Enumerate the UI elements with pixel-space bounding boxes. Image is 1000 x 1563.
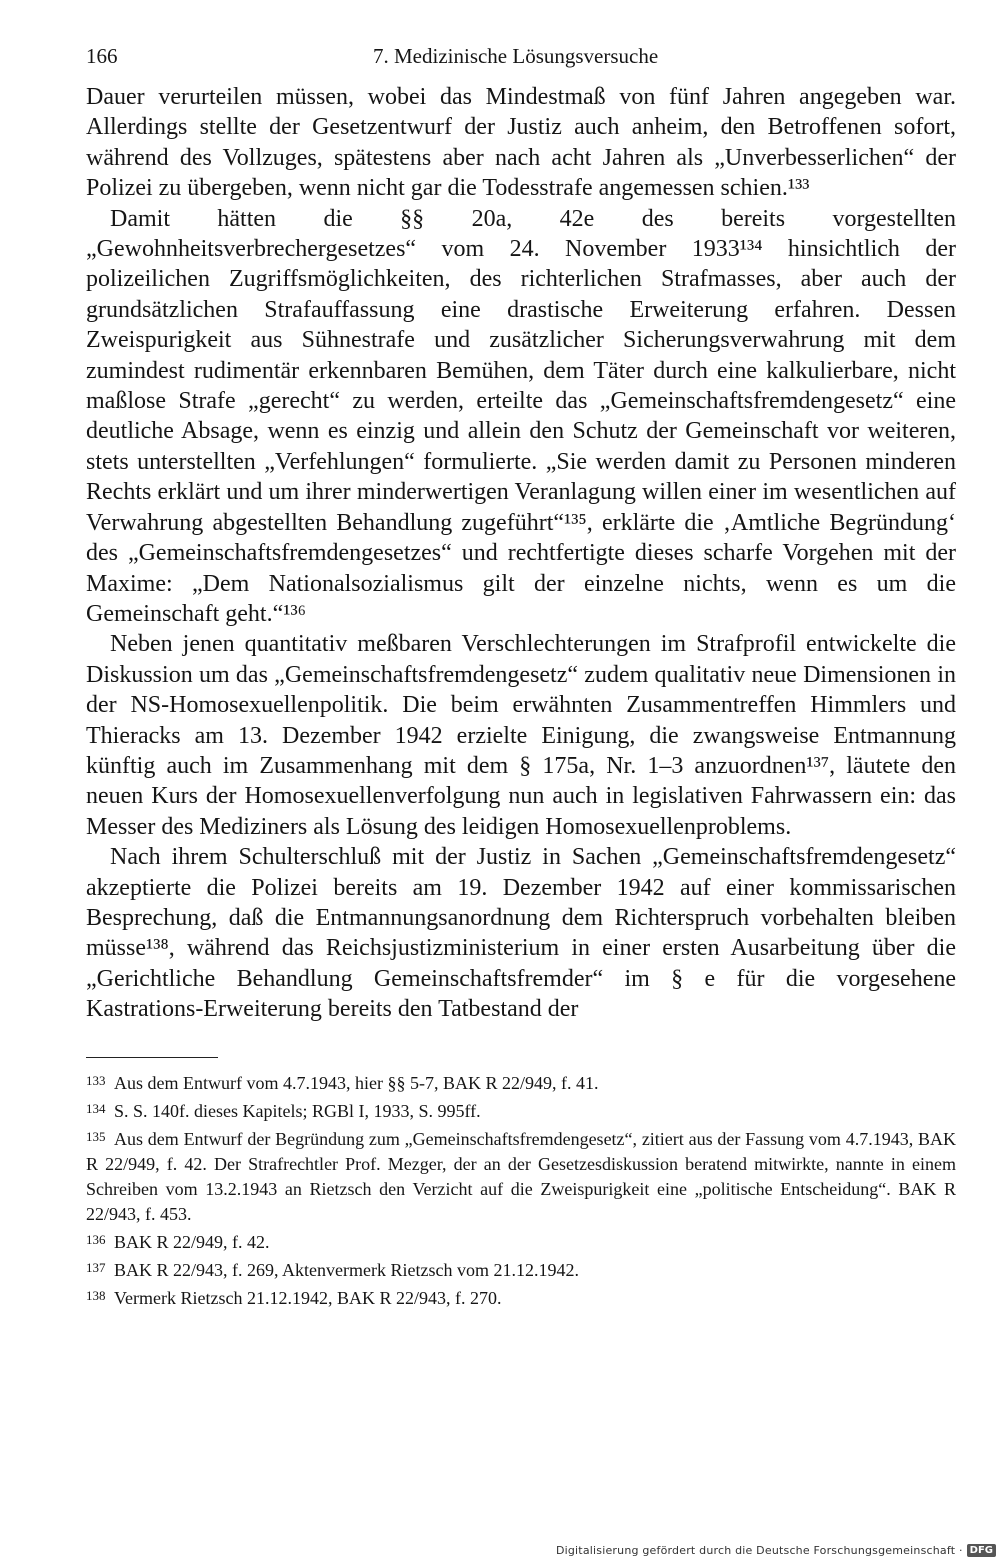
- paragraph: Damit hätten die §§ 20a, 42e des bereits vorgestellten „Gewohnheitsverbrechergesetzes“ vom 24. November 1933¹³⁴ hinsichtlich der polizeilichen Zugriffsmöglichkeiten, des richterlichen Strafmasses, aber auch der grundsätzlichen Strafauffassung eine drastische Erweiterung erfahren. Dessen Zweispurigkeit aus Sühnestrafe und zusätzlicher Sicherungsverwahrung mit dem zumindest rudimentär erkennbaren Bemühen, dem Täter durch eine kalkulierbare, nicht maßlose Strafe „gerecht“ zu werden, erteilte das „Gemeinschaftsfremdengesetz“ eine deutliche Absage, wenn es einzig und allein den Schutz der Gemeinschaft vor weiteren, stets unterstellten „Verfehlungen“ formulierte. „Sie werden damit zu Personen minderen Rechts erklärt und um ihrer minderwertigen Veranlagung willen einer im wesentlichen auf Verwahrung abgestellten Behandlung zugeführt“¹³⁵, erklärte die ‚Amtliche Begründung‘ des „Gemeinschaftsfremdengesetzes“ und rechtfertigte dieses scharfe Vorgehen mit der Maxime: „Dem Nationalsozialismus gilt der einzelne nichts, wenn es um die Gemeinschaft geht.“¹³⁶: [86, 205, 956, 627]
- footnote: [86, 1068, 956, 1096]
- body-text: [86, 82, 956, 1025]
- footnote: [86, 1124, 956, 1227]
- chapter-title: 7. Medizinische Lösungsversuche: [373, 44, 659, 68]
- book-page: [86, 38, 956, 1311]
- footnotes: [86, 1068, 956, 1311]
- footnote-number: 133: [86, 1072, 106, 1088]
- footnote-text: Aus dem Entwurf vom 4.7.1943, hier §§ 5-7, BAK R 22/949, f. 41.: [114, 1072, 599, 1093]
- paragraph: Dauer verurteilen müssen, wobei das Mindestmaß von fünf Jahren angegeben war. Allerdings stellte der Gesetzentwurf der Justiz auch anheim, den Betroffenen sofort, während des Vollzuges, spätestens aber nach acht Jahren als „Unverbesserlichen“ der Polizei zu übergeben, wenn nicht gar die Todesstrafe angemessen schien.¹³³: [86, 84, 956, 202]
- footnote-number: 137: [86, 1259, 106, 1275]
- footnote-number: 134: [86, 1100, 106, 1116]
- footnote-text: S. S. 140f. dieses Kapitels; RGBl I, 1933, S. 995ff.: [114, 1100, 481, 1121]
- footnote: [86, 1255, 956, 1283]
- digitization-footer: [555, 1538, 1000, 1563]
- footnote: [86, 1227, 956, 1255]
- footnote-text: Vermerk Rietzsch 21.12.1942, BAK R 22/943, f. 270.: [114, 1287, 502, 1308]
- footnote-text: BAK R 22/943, f. 269, Aktenvermerk Rietzsch vom 21.12.1942.: [114, 1259, 579, 1280]
- digitization-credit: Digitalisierung gefördert durch die Deutsche Forschungsgemeinschaft ·: [555, 1544, 963, 1557]
- footnote-number: 135: [86, 1128, 106, 1144]
- footnote-number: 136: [86, 1231, 106, 1247]
- footnote-number: 138: [86, 1287, 106, 1303]
- page-number: 166: [86, 44, 118, 68]
- dfg-logo-icon: DFG: [967, 1544, 996, 1557]
- footnote: [86, 1283, 956, 1311]
- paragraph: Nach ihrem Schulterschluß mit der Justiz in Sachen „Gemeinschaftsfremdengesetz“ akzeptierte die Polizei bereits am 19. Dezember 1942 auf einer kommissarischen Besprechung, daß die Entmannungsanordnung dem Richterspruch vorbehalten bleiben müsse¹³⁸, während das Reichsjustizministerium in einer ersten Ausarbeitung über die „Gerichtliche Behandlung Gemeinschaftsfremder“ im § e für die vorgesehene Kastrations-Erweiterung bereits den Tatbestand der: [86, 844, 956, 1023]
- footnote-text: BAK R 22/949, f. 42.: [114, 1231, 270, 1252]
- footnote-divider: [86, 1057, 218, 1058]
- running-head: [86, 38, 956, 74]
- footnote: [86, 1096, 956, 1124]
- footnote-text: Aus dem Entwurf der Begründung zum „Gemeinschaftsfremdengesetz“, zitiert aus der Fassung vom 4.7.1943, BAK R 22/949, f. 42. Der Strafrechtler Prof. Mezger, der an der Gesetzesdiskussion beratend mitwirkte, nannte in einem Schreiben vom 13.2.1943 an Rietzsch den Verzicht auf die Zweispurigkeit eine „politische Entscheidung“. BAK R 22/943, f. 453.: [86, 1128, 956, 1224]
- paragraph: Neben jenen quantitativ meßbaren Verschlechterungen im Strafprofil entwickelte die Diskussion um das „Gemeinschaftsfremdengesetz“ zudem qualitativ neue Dimensionen in der NS-Homosexuellenpolitik. Die beim erwähnten Zusammentreffen Himmlers und Thieracks am 13. Dezember 1942 erzielte Einigung, die zwangsweise Entmannung künftig auch im Zusammenhang mit dem § 175a, Nr. 1–3 anzuordnen¹³⁷, läutete den neuen Kurs der Homosexuellenverfolgung nun auch in legislativen Fahrwassern ein: das Messer des Mediziners als Lösung des leidigen Homosexuellenproblems.: [86, 631, 956, 840]
